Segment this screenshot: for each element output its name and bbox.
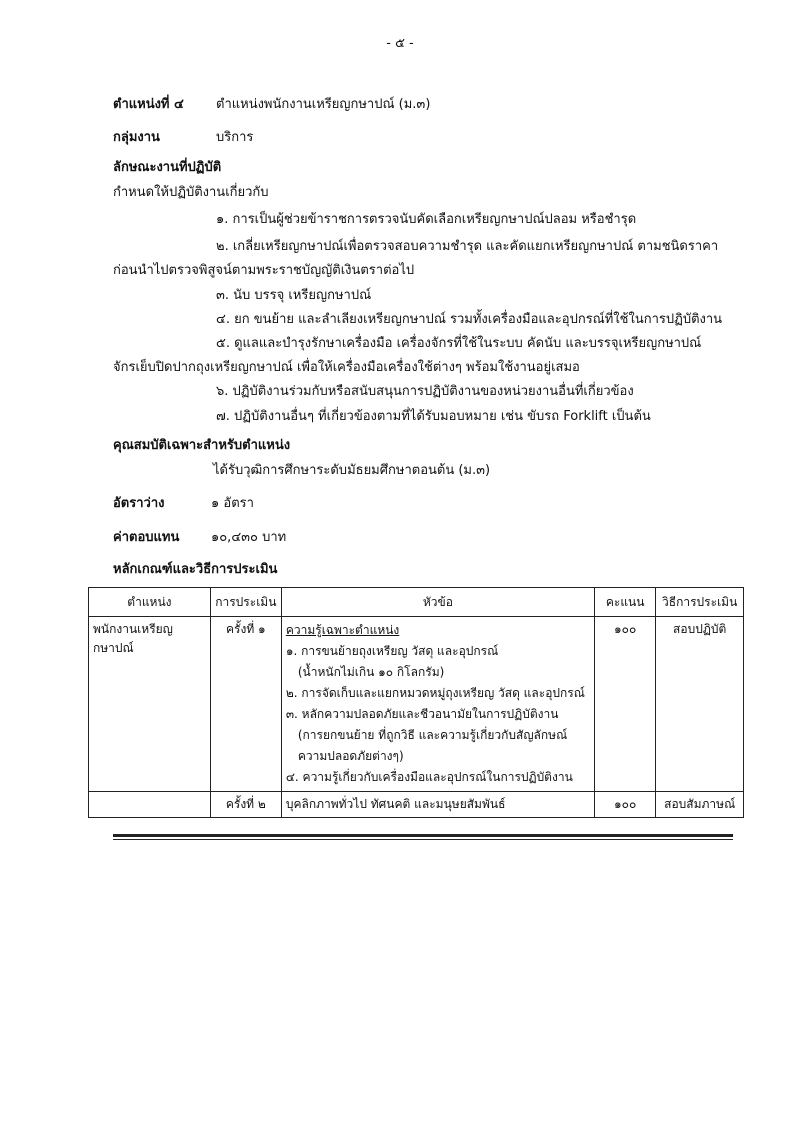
group-value: บริการ — [216, 130, 254, 145]
duty-item-4: ๔. ยก ขนย้าย และลำเลียงเหรียญกษาปณ์ รวมทั้งเครื่องมือและอุปกรณ์ที่ใช้ในการปฏิบัติงาน — [216, 312, 723, 327]
row1-position: พนักงานเหรียญกษาปณ์ — [89, 617, 211, 792]
row1-topic-line: ความปลอดภัยต่างๆ) — [297, 749, 404, 763]
duties-heading: ลักษณะงานที่ปฏิบัติ — [113, 160, 222, 175]
duties-intro: กำหนดให้ปฏิบัติงานเกี่ยวกับ — [113, 185, 269, 200]
salary-label: ค่าตอบแทน — [113, 530, 180, 545]
vacancy-value: ๑ อัตรา — [211, 496, 254, 511]
header-evaluation: การประเมิน — [210, 588, 281, 617]
row1-topic-line: ๓. หลักความปลอดภัยและชีวอนามัยในการปฏิบัติงาน — [285, 707, 559, 721]
section-divider-thin — [113, 839, 733, 840]
qualification-heading: คุณสมบัติเฉพาะสำหรับตำแหน่ง — [113, 438, 291, 453]
row1-topic-line: (การยกขนย้าย ที่ถูกวิธี และความรู้เกี่ยวกับสัญลักษณ์ — [297, 728, 568, 742]
row1-round: ครั้งที่ ๑ — [210, 617, 281, 792]
header-topic: หัวข้อ — [281, 588, 594, 617]
row1-topic — [281, 617, 594, 792]
row1-topic-title: ความรู้เฉพาะตำแหน่ง — [285, 623, 400, 637]
duty-item-3: ๓. นับ บรรจุ เหรียญกษาปณ์ — [216, 288, 372, 303]
row1-score: ๑๐๐ — [594, 617, 655, 792]
table-row — [89, 792, 744, 818]
row2-round: ครั้งที่ ๒ — [210, 792, 281, 818]
row1-method: สอบปฏิบัติ — [656, 617, 744, 792]
row1-topic-line: ๒. การจัดเก็บและแยกหมวดหมู่ถุงเหรียญ วัสดุ และอุปกรณ์ — [285, 686, 585, 700]
row2-score: ๑๐๐ — [594, 792, 655, 818]
row1-topic-line: ๔. ความรู้เกี่ยวกับเครื่องมือและอุปกรณ์ในการปฏิบัติงาน — [285, 770, 573, 784]
duty-item-7: ๗. ปฏิบัติงานอื่นๆ ที่เกี่ยวข้องตามที่ได้รับมอบหมาย เช่น ขับรถ Forklift เป็นต้น — [216, 409, 651, 424]
row2-position — [89, 792, 211, 818]
vacancy-label: อัตราว่าง — [113, 496, 165, 511]
row2-method: สอบสัมภาษณ์ — [656, 792, 744, 818]
header-method: วิธีการประเมิน — [656, 588, 744, 617]
header-position: ตำแหน่ง — [89, 588, 211, 617]
row1-topic-line: (น้ำหนักไม่เกิน ๑๐ กิโลกรัม) — [297, 665, 445, 679]
group-label: กลุ่มงาน — [113, 130, 160, 145]
qualification-text: ได้รับวุฒิการศึกษาระดับมัธยมศึกษาตอนต้น (ม.๓) — [213, 463, 491, 478]
duty-item-5-continued: จักรเย็บปิดปากถุงเหรียญกษาปณ์ เพื่อให้เครื่องมือเครื่องใช้ต่างๆ พร้อมใช้งานอยู่เสมอ — [113, 360, 580, 375]
criteria-table — [88, 587, 744, 818]
criteria-heading: หลักเกณฑ์และวิธีการประเมิน — [113, 562, 278, 577]
page-number: - ๕ - — [386, 36, 414, 51]
position-label: ตำแหน่งที่ ๔ — [113, 97, 184, 112]
duty-item-2: ๒. เกลี่ยเหรียญกษาปณ์เพื่อตรวจสอบความชำรุด และคัดแยกเหรียญกษาปณ์ ตามชนิดราคา — [216, 239, 719, 254]
row1-topic-line: ๑. การขนย้ายถุงเหรียญ วัสดุ และอุปกรณ์ — [285, 644, 499, 658]
salary-value: ๑๐,๔๓๐ บาท — [211, 530, 287, 545]
criteria-header-row — [89, 588, 744, 617]
header-score: คะแนน — [594, 588, 655, 617]
duty-item-5: ๕. ดูแลและบำรุงรักษาเครื่องมือ เครื่องจักรที่ใช้ในระบบ คัดนับ และบรรจุเหรียญกษาปณ์ — [216, 336, 702, 351]
duty-item-2-continued: ก่อนนำไปตรวจพิสูจน์ตามพระราชบัญญัติเงินตราต่อไป — [113, 263, 415, 278]
duty-item-1: ๑. การเป็นผู้ช่วยข้าราชการตรวจนับคัดเลือกเหรียญกษาปณ์ปลอม หรือชำรุด — [216, 212, 637, 227]
section-divider-thick — [113, 834, 733, 837]
position-value: ตำแหน่งพนักงานเหรียญกษาปณ์ (ม.๓) — [216, 97, 431, 112]
duty-item-6: ๖. ปฏิบัติงานร่วมกับหรือสนับสนุนการปฏิบัติงานของหน่วยงานอื่นที่เกี่ยวข้อง — [216, 384, 634, 399]
row2-topic: บุคลิกภาพทั่วไป ทัศนคติ และมนุษยสัมพันธ์ — [281, 792, 594, 818]
table-row — [89, 617, 744, 792]
